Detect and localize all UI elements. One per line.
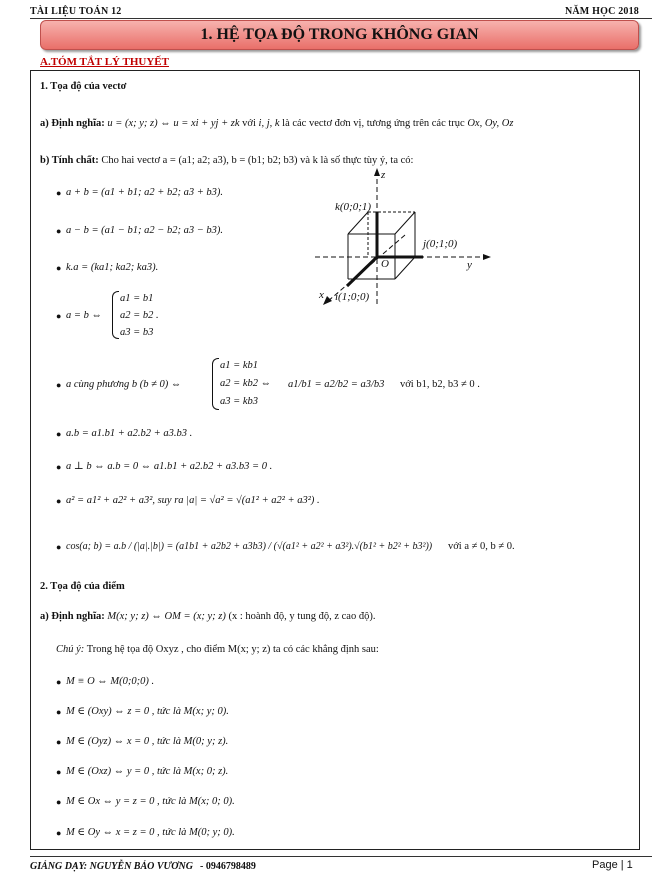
cube-edge: [395, 212, 415, 234]
z-label: z: [381, 169, 386, 181]
s1-def-rest: là các vectơ đơn vị, tương ứng trên các trục: [282, 118, 465, 129]
s2-item-oyz: M ∈ (Oyz) ⇔ x = 0 , tức là M(0; y; z).: [66, 736, 229, 747]
brace-parallel: [212, 358, 219, 410]
coordinate-diagram: [305, 162, 495, 307]
page-number: Page | 1: [592, 859, 633, 871]
bullet-icon: ●: [56, 677, 62, 687]
brace-equal: [112, 291, 119, 339]
page-title: 1. HỆ TỌA ĐỘ TRONG KHÔNG GIAN: [40, 20, 639, 50]
i-vector: [347, 257, 377, 286]
cp-sys-3: a3 = kb3: [220, 396, 258, 407]
bullet-icon: ●: [56, 767, 62, 777]
doc-header-right: NĂM HỌC 2018: [564, 6, 639, 17]
bullet-icon: ●: [56, 828, 62, 838]
eq-sys-2: a2 = b2 .: [120, 310, 159, 321]
s1-item-equal: a = b ⇔: [66, 310, 102, 321]
x-arrow-icon: [323, 296, 332, 305]
s1-prop-label: b) Tính chất:: [40, 155, 99, 166]
cp-ratio: a1/b1 = a2/b2 = a3/b3: [288, 379, 385, 390]
bullet-icon: ●: [56, 311, 62, 321]
s2-note: [56, 643, 379, 657]
s1-item-dot: a.b = a1.b1 + a2.b2 + a3.b3 .: [66, 428, 193, 439]
s2-def-rest: (x : hoành độ, y tung độ, z cao độ).: [228, 611, 376, 622]
cube-edge: [395, 257, 415, 279]
bullet-icon: ●: [56, 263, 62, 273]
bullet-icon: ●: [56, 380, 62, 390]
s2-item-oxy: M ∈ (Oxy) ⇔ z = 0 , tức là M(x; y; 0).: [66, 706, 229, 717]
s1-prop-text: Cho hai vectơ a = (a1; a2; a3), b = (b1; b2; b3) và k là số thực tùy ý, ta có:: [101, 155, 414, 166]
footer-phone: - 0946798489: [200, 861, 256, 872]
header-rule: [30, 18, 652, 19]
s1-heading: 1. Tọa độ của vectơ: [40, 81, 127, 92]
cube-edge: [348, 212, 368, 234]
s2-heading: 2. Tọa độ của điểm: [40, 581, 125, 592]
s2-item-ox: M ∈ Ox ⇔ y = z = 0 , tức là M(x; 0; 0).: [66, 796, 235, 807]
s2-def-formula: M(x; y; z) ⇔ OM = (x; y; z): [107, 611, 226, 622]
s1-item-diff: a − b = (a1 − b1; a2 − b2; a3 − b3).: [66, 225, 224, 236]
s1-def-label: a) Định nghĩa:: [40, 118, 105, 129]
k-label: k(0;0;1): [335, 201, 372, 213]
x-label: x: [319, 289, 324, 301]
footer-rule: [30, 856, 652, 857]
bullet-icon: ●: [56, 542, 62, 552]
s2-item-origin: M ≡ O ⇔ M(0;0;0) .: [66, 676, 155, 687]
bullet-icon: ●: [56, 188, 62, 198]
bullet-icon: ●: [56, 429, 62, 439]
s2-note-text: Trong hệ tọa độ Oxyz , cho điểm M(x; y; z) ta có các khẳng định sau:: [86, 644, 379, 655]
s1-def-formula: u = (x; y; z) ⇔ u = xi + yj + zk: [107, 118, 240, 129]
bullet-icon: ●: [56, 707, 62, 717]
doc-header-left: TÀI LIỆU TOÁN 12: [30, 6, 122, 17]
s1-item-parallel: a cùng phương b (b ≠ 0) ⇔: [66, 379, 182, 390]
eq-sys-3: a3 = b3: [120, 327, 154, 338]
bullet-icon: ●: [56, 797, 62, 807]
s2-note-label: Chú ý:: [56, 644, 85, 655]
s2-definition: [40, 610, 375, 624]
cos-with: với a ≠ 0, b ≠ 0.: [448, 541, 515, 552]
s1-def-axes: Ox, Oy, Oz: [467, 118, 514, 129]
y-label: y: [467, 259, 472, 271]
bullet-icon: ●: [56, 737, 62, 747]
eq-sys-1: a1 = b1: [120, 293, 154, 304]
s1-item-perp: a ⊥ b ⇔ a.b = 0 ⇔ a1.b1 + a2.b2 + a3.b3 = 0 .: [66, 461, 273, 472]
footer-author: GIẢNG DẠY: NGUYỄN BẢO VƯƠNG: [30, 861, 193, 872]
j-label: j(0;1;0): [423, 238, 458, 250]
s2-def-label: a) Định nghĩa:: [40, 611, 105, 622]
s1-item-sum: a + b = (a1 + b1; a2 + b2; a3 + b3).: [66, 187, 224, 198]
s1-def-ijk: i, j, k: [258, 118, 280, 129]
bullet-icon: ●: [56, 462, 62, 472]
y-arrow-icon: [483, 254, 491, 260]
s1-def-with: với: [242, 118, 256, 129]
bullet-icon: ●: [56, 496, 62, 506]
section-a-heading: A.TÓM TẮT LÝ THUYẾT: [40, 56, 169, 68]
s1-item-scalar: k.a = (ka1; ka2; ka3).: [66, 262, 159, 273]
s2-item-oxz: M ∈ (Oxz) ⇔ y = 0 , tức là M(x; 0; z).: [66, 766, 229, 777]
s2-item-oy: M ∈ Oy ⇔ x = z = 0 , tức là M(0; y; 0).: [66, 827, 235, 838]
i-label: i(1;0;0): [335, 291, 370, 303]
s1-definition: [40, 117, 513, 131]
cp-sys-2: a2 = kb2 ⇔: [220, 378, 272, 389]
s1-item-length: a² = a1² + a2² + a3², suy ra |a| = √a² = √(a1² + a2² + a3²) .: [66, 495, 320, 506]
origin-label: O: [381, 258, 389, 270]
s1-item-cos: cos(a; b) = a.b / (|a|.|b|) = (a1b1 + a2b2 + a3b3) / (√(a1² + a2² + a3²).√(b1² + b2² + b3²)): [66, 541, 433, 552]
z-arrow-icon: [374, 168, 380, 176]
bullet-icon: ●: [56, 226, 62, 236]
cp-with: với b1, b2, b3 ≠ 0 .: [400, 379, 480, 390]
cp-sys-1: a1 = kb1: [220, 360, 258, 371]
